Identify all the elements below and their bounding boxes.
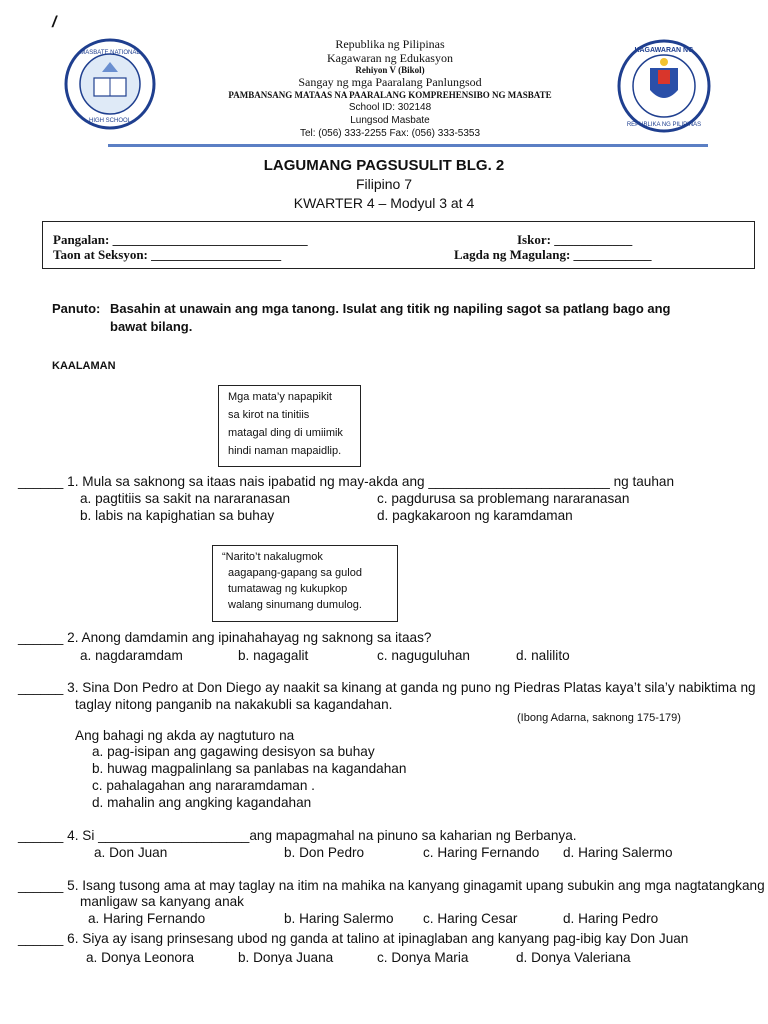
header-division: Sangay ng mga Paaralang Panlungsod (298, 75, 482, 89)
q2-option-a: a. nagdaramdam (80, 648, 183, 663)
q3-option-c: c. pahalagahan ang nararamdaman . (92, 778, 315, 793)
instructions-label: Panuto: (52, 301, 101, 316)
exam-subject: Filipino 7 (355, 176, 413, 192)
header-region: Rehiyon V (Bikol) (355, 65, 425, 75)
svg-text:HIGH SCHOOL: HIGH SCHOOL (88, 118, 132, 124)
q6-option-a: a. Donya Leonora (86, 950, 195, 965)
svg-text:KAGAWARAN NG: KAGAWARAN NG (634, 47, 694, 54)
header-contact: Tel: (056) 333-2255 Fax: (056) 333-5353 (299, 128, 481, 139)
question-5-cont: manligaw sa kanyang anak (80, 894, 244, 909)
q2-option-c: c. naguguluhan (377, 648, 470, 663)
q5-option-b: b. Haring Salermo (284, 911, 394, 926)
q4-option-b: b. Don Pedro (284, 845, 365, 860)
deped-logo (614, 38, 714, 134)
exam-quarter: KWARTER 4 – Modyul 3 at 4 (293, 195, 475, 211)
stanza-1-line: sa kirot na tinitiis (228, 409, 310, 421)
q2-option-b: b. nagagalit (238, 648, 309, 663)
q5-option-d: d. Haring Pedro (563, 911, 659, 926)
header-school-id: School ID: 302148 (348, 102, 432, 113)
corner-mark: / (52, 14, 57, 31)
section-field[interactable]: Taon at Seksyon: ____________________ (53, 247, 282, 262)
q1-option-b: b. labis na kapighatian sa buhay (80, 508, 275, 523)
parent-signature-field[interactable]: Lagda ng Magulang: ____________ (454, 247, 652, 262)
q6-option-d: d. Donya Valeriana (516, 950, 631, 965)
q4-option-d: d. Haring Salermo (563, 845, 673, 860)
q4-option-c: c. Haring Fernando (423, 845, 540, 860)
q6-option-b: b. Donya Juana (238, 950, 334, 965)
name-field[interactable]: Pangalan: ______________________________ (53, 232, 308, 247)
question-3-cont: taglay nitong panganib na nakakubli sa kagandahan. (75, 697, 393, 712)
q5-option-a: a. Haring Fernando (88, 911, 206, 926)
school-logo (64, 38, 156, 130)
question-6: ______ 6. Siya ay isang prinsesang ubod ng ganda at talino at ipinaglaban ang kanyang pag-ibig kay Don Juan (18, 931, 689, 946)
header-republic: Republika ng Pilipinas (335, 37, 445, 51)
q1-option-c: c. pagdurusa sa problemang nararanasan (377, 491, 630, 506)
stanza-2-line: walang sinumang dumulog. (228, 599, 362, 611)
question-2: ______ 2. Anong damdamin ang ipinahahayag ng saknong sa itaas? (18, 630, 432, 645)
header-department: Kagawaran ng Edukasyon (327, 51, 453, 65)
q5-option-c: c. Haring Cesar (423, 911, 518, 926)
svg-text:REPUBLIKA NG PILIPINAS: REPUBLIKA NG PILIPINAS (626, 122, 702, 128)
score-field[interactable]: Iskor: ____________ (517, 232, 633, 247)
q1-option-d: d. pagkakaroon ng karamdaman (377, 508, 573, 523)
svg-text:MASBATE NATIONAL: MASBATE NATIONAL (80, 50, 140, 56)
q3-option-b: b. huwag magpalinlang sa panlabas na kagandahan (92, 761, 407, 776)
section-heading: KAALAMAN (52, 360, 116, 372)
q3-source: (Ibong Adarna, saknong 175-179) (517, 712, 681, 724)
q3-option-a: a. pag-isipan ang gagawing desisyon sa buhay (92, 744, 375, 759)
stanza-1-line: matagal ding di umiimik (228, 427, 343, 439)
header-divider (108, 144, 708, 147)
instructions-text: Basahin at unawain ang mga tanong. Isulat ang titik ng napiling sagot sa patlang bago ang (110, 301, 671, 316)
exam-title: LAGUMANG PAGSUSULIT BLG. 2 (263, 157, 505, 174)
header-city: Lungsod Masbate (350, 115, 430, 126)
question-4: ______ 4. Si ____________________ang mapagmahal na pinuno sa kaharian ng Berbanya. (18, 828, 577, 843)
stanza-1-line: Mga mata’y napapikit (228, 391, 332, 403)
question-5: ______ 5. Isang tusong ama at may taglay na itim na mahika na kanyang ginagamit upang subukin ang mga nagtatangkang (18, 878, 765, 893)
stanza-1-line: hindi naman mapaidlip. (228, 445, 342, 457)
q6-option-c: c. Donya Maria (377, 950, 469, 965)
instructions-text-cont: bawat bilang. (110, 319, 193, 334)
stanza-2-line: tumatawag ng kukupkop (228, 583, 348, 595)
stanza-2-line: “Narito’t nakalugmok (222, 551, 323, 563)
header-school: PAMBANSANG MATAAS NA PAARALANG KOMPREHENSIBO NG MASBATE (228, 90, 552, 100)
q4-option-a: a. Don Juan (94, 845, 168, 860)
q3-option-d: d. mahalin ang angking kagandahan (92, 795, 312, 810)
q2-option-d: d. nalilito (516, 648, 570, 663)
q3-lead: Ang bahagi ng akda ay nagtuturo na (75, 728, 295, 743)
question-1: ______ 1. Mula sa saknong sa itaas nais ipabatid ng may-akda ang ________________________ ng tauhan (18, 474, 675, 489)
stanza-2-line: aagapang-gapang sa gulod (228, 567, 362, 579)
q1-option-a: a. pagtitiis sa sakit na nararanasan (80, 491, 291, 506)
question-3: ______ 3. Sina Don Pedro at Don Diego ay naakit sa kinang at ganda ng puno ng Piedras Platas kaya’t sila’y nabiktima ng (18, 680, 756, 695)
